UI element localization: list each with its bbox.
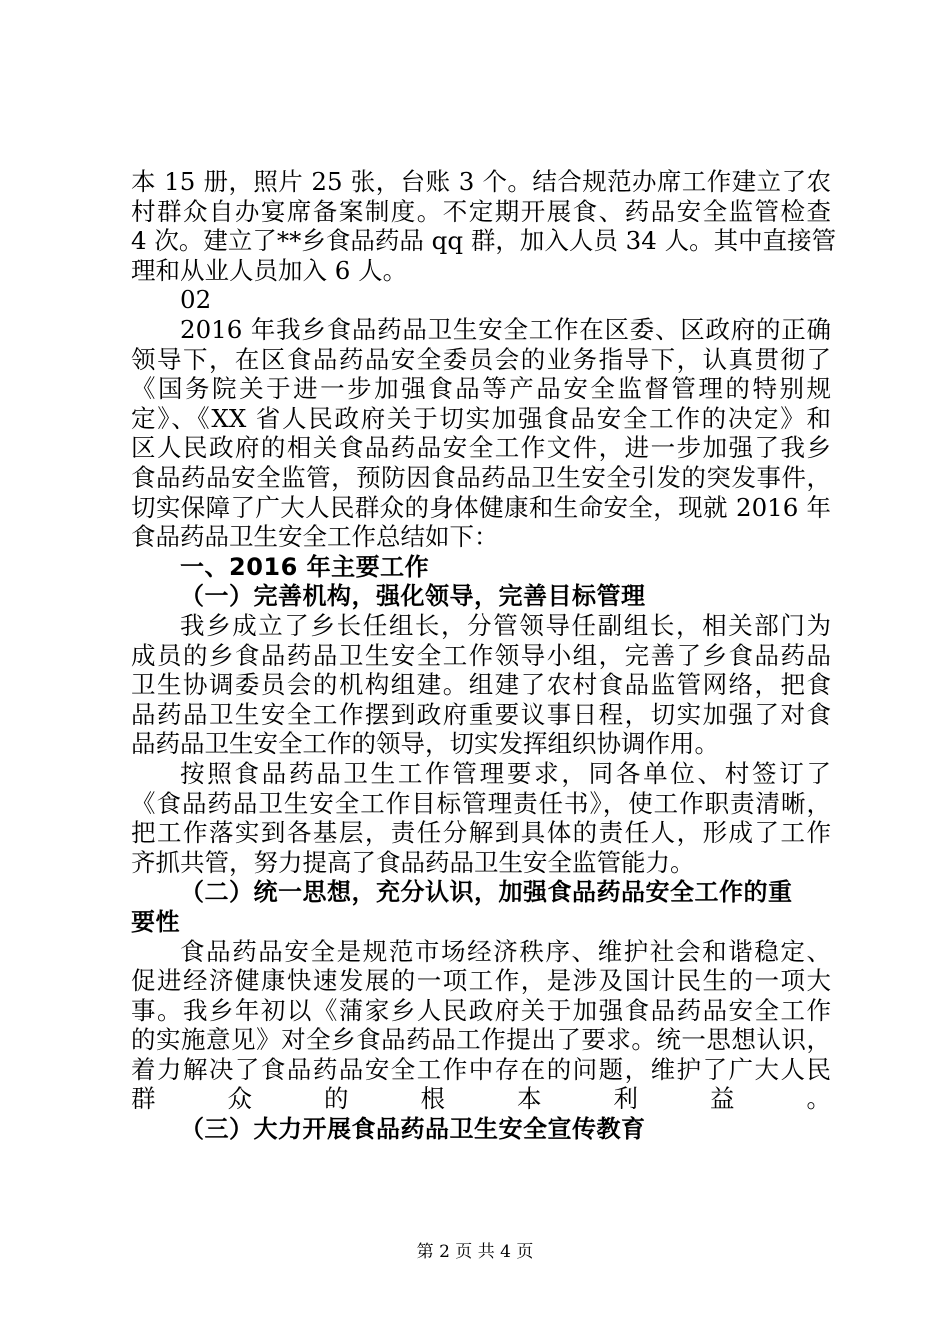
- body-line: 群众的根本利益。: [131, 1086, 831, 1113]
- subsection-heading: （二）统一思想，充分认识，加强食品药品安全工作的重: [180, 878, 793, 906]
- section-heading: 一、2016 年主要工作: [180, 553, 430, 581]
- body-line: 品药品卫生安全工作的领导，切实发挥组织协调作用。: [131, 729, 719, 758]
- body-line: 2016 年我乡食品药品卫生安全工作在区委、区政府的正确: [180, 315, 831, 344]
- body-line: 着力解决了食品药品安全工作中存在的问题，维护了广大人民: [131, 1055, 831, 1084]
- section-marker: 02: [180, 285, 212, 314]
- body-line: 本 15 册，照片 25 张，台账 3 个。结合规范办席工作建立了农: [131, 167, 831, 196]
- body-line: 切实保障了广大人民群众的身体健康和生命安全，现就 2016 年: [131, 493, 831, 522]
- subsection-heading: （三）大力开展食品药品卫生安全宣传教育: [180, 1115, 646, 1143]
- body-line: 按照食品药品卫生工作管理要求，同各单位、村签订了: [180, 759, 831, 788]
- body-line: 《食品药品卫生安全工作目标管理责任书》，使工作职责清晰，: [131, 789, 831, 818]
- page-footer: [0, 1237, 950, 1262]
- body-line: 村群众自办宴席备案制度。不定期开展食、药品安全监管检查: [131, 197, 831, 226]
- body-line: 事。我乡年初以《蒲家乡人民政府关于加强食品药品安全工作: [131, 996, 831, 1025]
- body-line: 的实施意见》对全乡食品药品工作提出了要求。统一思想认识，: [131, 1025, 831, 1054]
- body-line: 定》、《XX 省人民政府关于切实加强食品安全工作的决定》和: [131, 404, 831, 433]
- subsection-heading-cont: 要性: [131, 908, 180, 936]
- body-line: 《国务院关于进一步加强食品等产品安全监督管理的特别规: [131, 374, 831, 403]
- body-line: 4 次。建立了**乡食品药品 qq 群，加入人员 34 人。其中直接管: [131, 226, 837, 255]
- body-line: 食品药品卫生安全工作总结如下：: [131, 522, 499, 551]
- body-line: 领导下，在区食品药品安全委员会的业务指导下，认真贯彻了: [131, 345, 831, 374]
- subsection-heading: （一）完善机构，强化领导，完善目标管理: [180, 582, 646, 610]
- body-line: 促进经济健康快速发展的一项工作，是涉及国计民生的一项大: [131, 966, 831, 995]
- body-line: 食品药品安全监管，预防因食品药品卫生安全引发的突发事件，: [131, 463, 831, 492]
- body-line: 成员的乡食品药品卫生安全工作领导小组，完善了乡食品药品: [131, 641, 831, 670]
- page-number: 第 2 页 共 4 页: [416, 1242, 534, 1262]
- body-line: 我乡成立了乡长任组长，分管领导任副组长，相关部门为: [180, 611, 831, 640]
- body-line: 把工作落实到各基层，责任分解到具体的责任人，形成了工作: [131, 818, 831, 847]
- body-line: 齐抓共管，努力提高了食品药品卫生安全监管能力。: [131, 848, 695, 877]
- body-line: 理和从业人员加入 6 人。: [131, 256, 408, 285]
- body-line: 区人民政府的相关食品药品安全工作文件，进一步加强了我乡: [131, 433, 831, 462]
- body-line: 食品药品安全是规范市场经济秩序、维护社会和谐稳定、: [180, 937, 831, 966]
- body-line: 卫生协调委员会的机构组建。组建了农村食品监管网络，把食: [131, 670, 831, 699]
- body-line: 品药品卫生安全工作摆到政府重要议事日程，切实加强了对食: [131, 700, 831, 729]
